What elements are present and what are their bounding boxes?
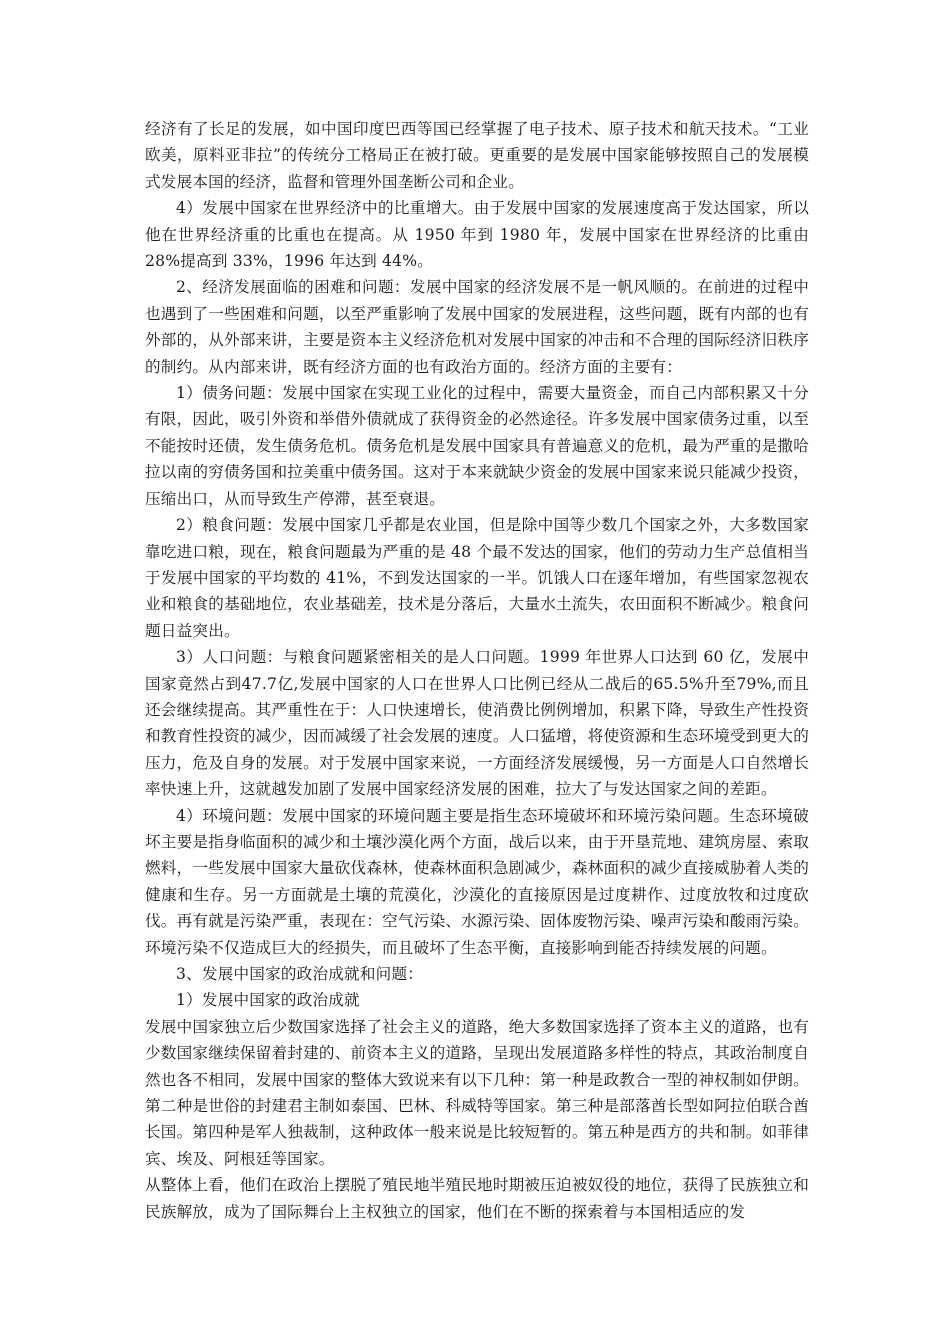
paragraph-10: 发展中国家独立后少数国家选择了社会主义的道路，绝大多数国家选择了资本主义的道路，也有少数国家继续保留着封建的、前资本主义的道路，呈现出发展道路多样性的特点，其政治制度自然也各不相同，发展中国家的整体大致说来有以下几种：第一种是政教合一型的神权制如伊朗。第二种是世俗的封建君主制如泰国、巴林、科威特等国家。第三种是部落酋长型如阿拉伯联合酋长国。第四种是军人独裁制，这种政体一般来说是比较短暂的。第五种是西方的共和制。如菲律宾、埃及、阿根廷等国家。 (145, 1017, 809, 1168)
paragraph-11: 从整体上看，他们在政治上摆脱了殖民地半殖民地时期被压迫被奴役的地位，获得了民族独立和民族解放，成为了国际舞台上主权独立的国家，他们在不断的探索着与本国相适应的发 (145, 1176, 809, 1221)
section-heading-3: 3、发展中国家的政治成就和问题： (176, 965, 424, 983)
paragraph-1: 经济有了长足的发展，如中国印度巴西等国已经掌握了电子技术、原子技术和航天技术。“工业欧美，原料亚非拉”的传统分工格局正在被打破。更重要的是发展中国家能够按照自己的发展模式发展本国的经济，监督和管理外国垄断公司和企业。 (145, 120, 809, 191)
document-body (145, 116, 809, 1225)
paragraph-4: 1）债务问题：发展中国家在实现工业化的过程中，需要大量资金，而自己内部积累又十分有限，因此，吸引外资和举借外债就成了获得资金的必然途径。许多发展中国家债务过重，以至不能按时还债，发生债务危机。债务危机是发展中国家具有普遍意义的危机，最为严重的是撒哈拉以南的穷债务国和拉美重中债务国。这对于本来就缺少资金的发展中国家来说只能减少投资，压缩出口，从而导致生产停滞，甚至衰退。 (145, 384, 809, 508)
subsection-heading-1: 1）发展中国家的政治成就 (176, 991, 360, 1010)
paragraph-5: 2）粮食问题：发展中国家几乎都是农业国，但是除中国等少数几个国家之外，大多数国家靠吃进口粮，现在，粮食问题最为严重的是 48 个最不发达的国家，他们的劳动力生产总值相当于发展中国家的平均数的 41%，不到发达国家的一半。饥饿人口在逐年增加，有些国家忽视农业和粮食的基础地位，农业基础差，技术是分落后，大量水土流失，农田面积不断减少。粮食问题日益突出。 (145, 516, 809, 640)
paragraph-2: 4）发展中国家在世界经济中的比重增大。由于发展中国家的发展速度高于发达国家，所以他在世界经济重的比重也在提高。从 1950 年到 1980 年，发展中国家在世界经济的比重由 28%提高到 33%，1996 年达到 44%。 (145, 199, 809, 271)
paragraph-6: 3）人口问题：与粮食问题紧密相关的是人口问题。1999 年世界人口达到 60 亿，发展中国家竟然占到47.7亿,发展中国家的人口在世界人口比例已经从二战后的65.5%升至79%,而且还会继续提高。其严重性在于：人口快速增长，使消费比例例增加，积累下降，导致生产性投资和教育性投资的减少，因而减缓了社会发展的速度。人口猛增，将使资源和生态环境受到更大的压力，危及自身的发展。对于发展中国家来说，一方面经济发展缓慢，另一方面是人口自然增长率快速上升，这就越发加剧了发展中国家经济发展的困难，拉大了与发达国家之间的差距。 (145, 648, 809, 799)
paragraph-3: 2、经济发展面临的困难和问题：发展中国家的经济发展不是一帆风顺的。在前进的过程中也遇到了一些困难和问题，以至严重影响了发展中国家的发展进程，这些问题，既有内部的也有外部的，从外部来讲，主要是资本主义经济危机对发展中国家的冲击和不合理的国际经济旧秩序的制约。从内部来讲，既有经济方面的也有政治方面的。经济方面的主要有： (145, 278, 809, 376)
paragraph-7: 4）环境问题：发展中国家的环境问题主要是指生态环境破坏和环境污染问题。生态环境破坏主要是指身临面积的减少和土壤沙漠化两个方面，战后以来，由于开垦荒地、建筑房屋、索取燃料，一些发展中国家大量砍伐森林，使森林面积急剧减少，森林面积的减少直接威胁着人类的健康和生存。另一方面就是土壤的荒漠化，沙漠化的直接原因是过度耕作、过度放牧和过度砍伐。再有就是污染严重，表现在：空气污染、水源污染、固体废物污染、噪声污染和酸雨污染。环境污染不仅造成巨大的经损失，而且破坏了生态平衡，直接影响到能否持续发展的问题。 (145, 806, 809, 957)
